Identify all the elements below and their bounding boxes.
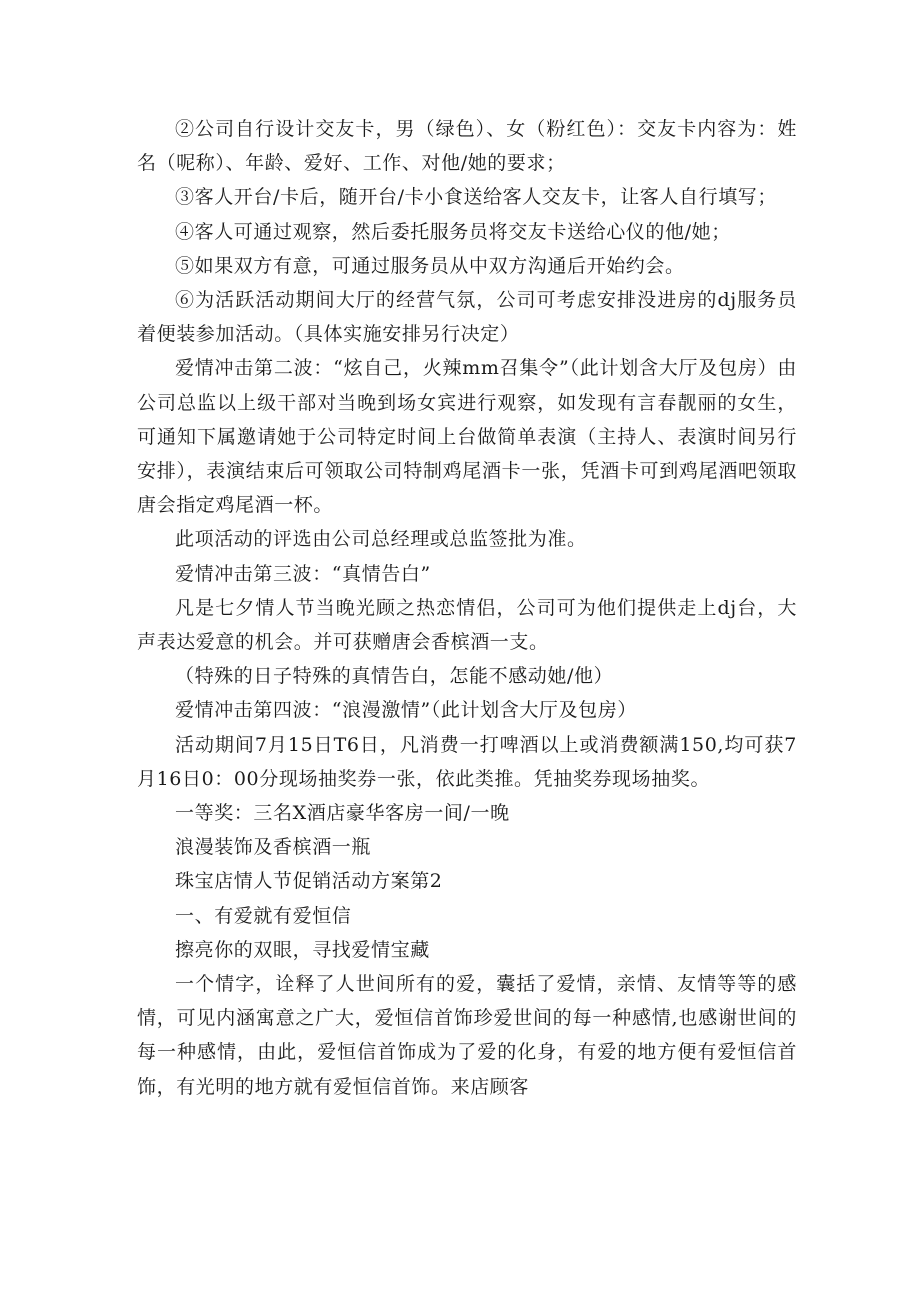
paragraph-wave-three-note: （特殊的日子特殊的真情告白，怎能不感动她/他） bbox=[175, 665, 614, 688]
document-body bbox=[137, 112, 797, 1104]
paragraph-entrust-waiter: ④客人可通过观察，然后委托服务员将交友卡送给心仪的他/她； bbox=[175, 220, 731, 243]
paragraph-wave-four-body: 活动期间7月15日T6日，凡消费一打啤酒以上或消费额满150,均可获7月16日0：00分现场抽奖券一张，依此类推。凭抽奖券现场抽奖。 bbox=[137, 733, 797, 790]
section-title-jewelry-plan: 珠宝店情人节促销活动方案第2 bbox=[175, 870, 443, 893]
paragraph-selection-approval: 此项活动的评选由公司总经理或总监签批为准。 bbox=[175, 528, 587, 551]
paragraph-slogan: 擦亮你的双眼，寻找爱情宝藏 bbox=[175, 938, 430, 961]
paragraph-friend-card-design: ②公司自行设计交友卡，男（绿色）、女（粉红色）：交友卡内容为：姓名（呢称）、年龄、爱好、工作、对他/她的要求； bbox=[137, 118, 797, 175]
paragraph-wave-three-body: 凡是七夕情人节当晚光顾之热恋情侣，公司可为他们提供走上dj台，大声表达爱意的机会。并可获赠唐会香槟酒一支。 bbox=[137, 596, 797, 654]
paragraph-dj-staff: ⑥为活跃活动期间大厅的经营气氛，公司可考虑安排没进房的dj服务员着便装参加活动。（具体实施安排另行决定） bbox=[137, 289, 797, 346]
paragraph-first-prize: 一等奖：三名X酒店豪华客房一间/一晚 bbox=[175, 802, 510, 825]
paragraph-love-description: 一个情字，诠释了人世间所有的爱，囊括了爱情，亲情、友情等等的感情，可见内涵寓意之广大，爱恒信首饰珍爱世间的每一种感情,也感谢世间的每一种感情，由此，爱恒信首饰成为了爱的化身，有爱的地方便有爱恒信首饰，有光明的地方就有爱恒信首饰。来店顾客 bbox=[137, 973, 797, 1098]
paragraph-wave-two: 爱情冲击第二波：“炫自己，火辣mm召集令”（此计划含大厅及包房）由公司总监以上级干部对当晚到场女宾进行观察，如发现有言春靓丽的女生，可通知下属邀请她于公司特定时间上台做简单表演（主持人、表演时间另行安排），表演结束后可领取公司特制鸡尾酒卡一张，凭酒卡可到鸡尾酒吧领取唐会指定鸡尾酒一杯。 bbox=[137, 357, 797, 517]
paragraph-start-date: ⑤如果双方有意，可通过服务员从中双方沟通后开始约会。 bbox=[175, 254, 685, 277]
paragraph-wave-three-title: 爱情冲击第三波：“真情告白” bbox=[175, 562, 431, 585]
paragraph-wave-four-title: 爱情冲击第四波：“浪漫激情”（此计划含大厅及包房） bbox=[175, 699, 637, 722]
paragraph-first-prize-extra: 浪漫装饰及香槟酒一瓶 bbox=[175, 836, 372, 859]
paragraph-card-delivery: ③客人开台/卡后，随开台/卡小食送给客人交友卡，让客人自行填写； bbox=[175, 186, 778, 209]
section-heading-love: 一、有爱就有爱恒信 bbox=[175, 904, 352, 927]
